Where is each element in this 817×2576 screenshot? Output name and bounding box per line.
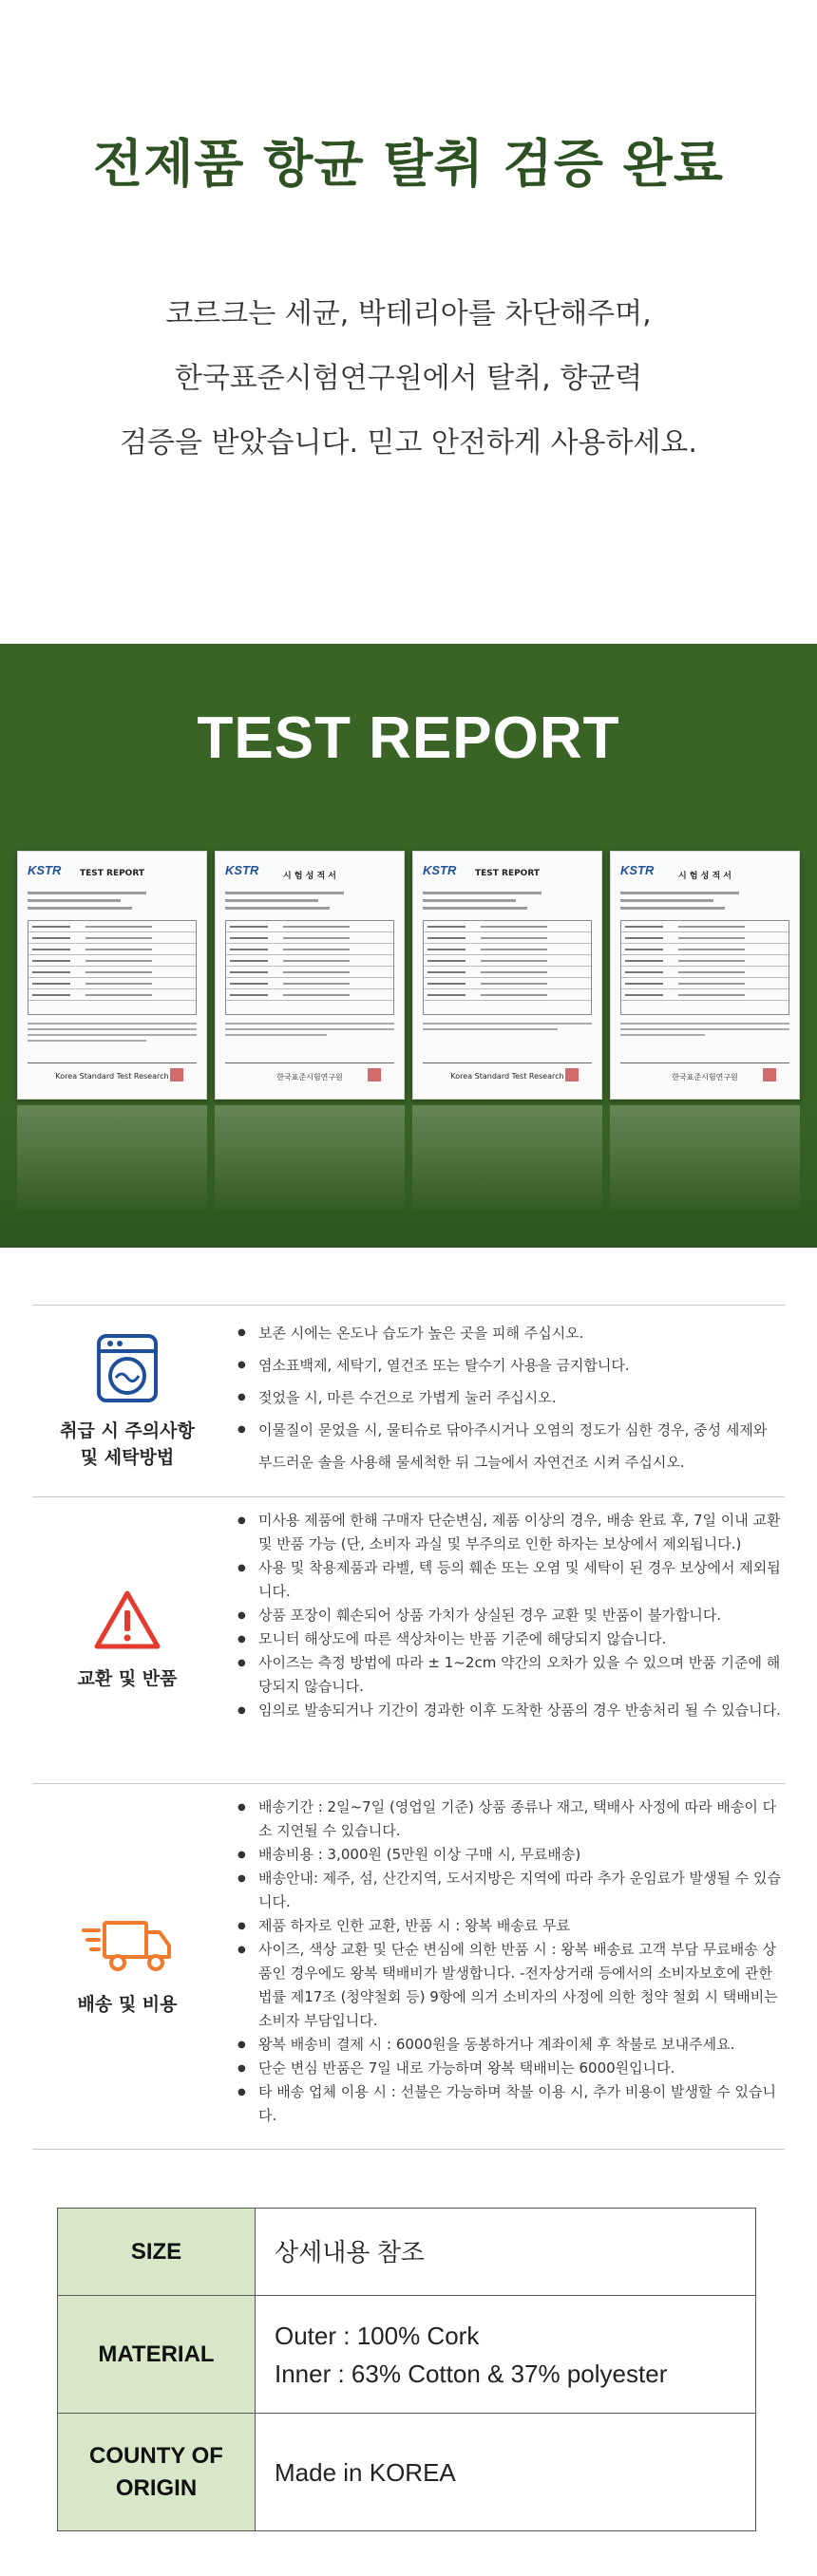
intro-description	[0, 282, 817, 476]
document-notes	[423, 1023, 592, 1034]
spec-label-origin: COUNTY OF ORIGIN	[58, 2414, 256, 2531]
washing-machine-icon	[93, 1332, 162, 1408]
official-seal-icon	[565, 1068, 579, 1081]
list-item: ● 사용 및 착용제품과 라벨, 텍 등의 훼손 또는 오염 및 세탁이 된 경우 보상에서 제외됩니다.	[236, 1556, 785, 1604]
document-reflection	[610, 1105, 800, 1210]
document-heading: 시 험 성 적 서	[282, 872, 336, 881]
official-seal-icon	[368, 1068, 381, 1081]
list-item: ● 왕복 배송비 결제 시 : 6000원을 동봉하거나 계좌이체 후 착불로 보내주세요.	[236, 2033, 785, 2057]
document-notes	[225, 1023, 394, 1040]
exchange-return-label: 교환 및 반품	[77, 1667, 178, 1689]
spec-row-material	[58, 2296, 756, 2414]
document-meta	[423, 892, 592, 914]
list-item: ● 단순 변심 반품은 7일 내로 가능하며 왕복 택배비는 6000원입니다.	[236, 2057, 785, 2080]
spec-value-material	[256, 2296, 756, 2414]
material-outer: Outer : 100% Cork	[275, 2321, 480, 2350]
document-heading: TEST REPORT	[79, 869, 145, 878]
list-item: ● 미사용 제품에 한해 구매자 단순변심, 제품 이상의 경우, 배송 완료 후, 7일 이내 교환 및 반품 가능 (단, 소비자 과실 및 부주의로 인한 하자는 보상에서 제외됩니다.)	[236, 1509, 785, 1556]
document-institute: 한국표준시험연구원	[672, 1073, 738, 1081]
document-reflection	[17, 1105, 207, 1210]
test-report-section	[0, 644, 817, 1248]
document-notes	[620, 1023, 789, 1040]
list-item: ● 염소표백제, 세탁기, 열건조 또는 탈수기 사용을 금지합니다.	[236, 1349, 785, 1382]
document-institute: 한국표준시험연구원	[276, 1073, 343, 1081]
exchange-return-heading	[32, 1497, 222, 1783]
care-instructions-label: 취급 시 주의사항 및 세탁방법	[60, 1420, 195, 1468]
document-result-table	[620, 920, 789, 1015]
document-institute: Korea Standard Test Research	[55, 1072, 169, 1081]
list-item: ● 젖었을 시, 마른 수건으로 가볍게 눌러 주십시오.	[236, 1382, 785, 1414]
official-seal-icon	[763, 1068, 776, 1081]
shipping-cost-label: 배송 및 비용	[77, 1994, 178, 2015]
kstr-logo: KSTR	[28, 863, 62, 877]
list-item: ● 이물질이 묻었을 시, 물티슈로 닦아주시거나 오염의 정도가 심한 경우, 중성 세제와 부드러운 솔을 사용해 물세척한 뒤 그늘에서 자연건조 시켜 주십시오.	[236, 1414, 785, 1478]
test-report-document	[215, 851, 405, 1100]
product-info-table	[32, 1305, 785, 2150]
test-report-document	[17, 851, 207, 1100]
material-inner: Inner : 63% Cotton & 37% polyester	[275, 2359, 668, 2388]
spec-label-size: SIZE	[58, 2209, 256, 2296]
document-heading: 시 험 성 적 서	[677, 872, 732, 881]
document-meta	[225, 892, 394, 914]
spec-label-material: MATERIAL	[58, 2296, 256, 2414]
intro-line: 검증을 받았습니다. 믿고 안전하게 사용하세요.	[120, 426, 697, 460]
document-heading: TEST REPORT	[474, 869, 541, 878]
spec-row-size	[58, 2209, 756, 2296]
delivery-truck-icon	[80, 1915, 175, 1982]
kstr-logo: KSTR	[225, 863, 259, 877]
list-item: ● 타 배송 업체 이용 시 : 선불은 가능하며 착불 이용 시, 추가 비용이 발생할 수 있습니다.	[236, 2080, 785, 2128]
shipping-cost-heading	[32, 1784, 222, 2149]
document-result-table	[423, 920, 592, 1015]
list-item: ● 배송비용 : 3,000원 (5만원 이상 구매 시, 무료배송)	[236, 1843, 785, 1867]
kstr-logo: KSTR	[423, 863, 457, 877]
list-item: ● 사이즈는 측정 방법에 따라 ± 1~2cm 약간의 오차가 있을 수 있으며 반품 기준에 해당되지 않습니다.	[236, 1651, 785, 1699]
kstr-logo: KSTR	[620, 863, 655, 877]
document-result-table	[28, 920, 197, 1015]
intro-title: 전제품 항균 탈취 검증 완료	[92, 134, 724, 194]
shipping-cost-row	[32, 1783, 785, 2150]
official-seal-icon	[170, 1068, 183, 1081]
intro-line: 한국표준시험연구원에서 탈취, 향균력	[174, 362, 643, 395]
document-reflection	[412, 1105, 602, 1210]
list-item: ● 상품 포장이 훼손되어 상품 가치가 상실된 경우 교환 및 반품이 불가합니다.	[236, 1604, 785, 1627]
exchange-return-row	[32, 1496, 785, 1783]
exchange-return-list	[236, 1497, 785, 1734]
spec-value-origin: Made in KOREA	[256, 2414, 756, 2531]
list-item: ● 사이즈, 색상 교환 및 단순 변심에 의한 반품 시 : 왕복 배송료 고객 부담 무료배송 상품인 경우에도 왕복 택배비가 발생합니다. -전자상거래 등에서의 소비자보호에 관한 법률 제17조 (청약철회 등) 9항에 의거 소비자의 사정에 의한 청약 철회 시 택배비는 소비자 부담입니다.	[236, 1938, 785, 2033]
care-instructions-row	[32, 1305, 785, 1496]
test-report-document	[412, 851, 602, 1100]
intro-line: 코르크는 세균, 박테리아를 차단해주며,	[165, 297, 652, 330]
document-institute: Korea Standard Test Research	[450, 1072, 564, 1081]
list-item: ● 임의로 발송되거나 기간이 경과한 이후 도착한 상품의 경우 반송처리 될 수 있습니다.	[236, 1699, 785, 1722]
document-reflection	[215, 1105, 405, 1210]
document-meta	[620, 892, 789, 914]
test-report-document	[610, 851, 800, 1100]
test-report-title: TEST REPORT	[197, 705, 620, 771]
list-item: ● 배송기간 : 2일~7일 (영업일 기준) 상품 종류나 재고, 택배사 사정에 따라 배송이 다소 지연될 수 있습니다.	[236, 1796, 785, 1843]
care-instructions-heading	[32, 1306, 222, 1496]
list-item: ● 배송안내: 제주, 섬, 산간지역, 도서지방은 지역에 따라 추가 운임료가 발생될 수 있습니다.	[236, 1867, 785, 1914]
care-instructions-list	[236, 1306, 785, 1490]
shipping-cost-list	[236, 1784, 785, 2139]
warning-icon	[93, 1589, 162, 1656]
document-meta	[28, 892, 197, 914]
list-item: ● 제품 하자로 인한 교환, 반품 시 : 왕복 배송료 무료	[236, 1914, 785, 1938]
test-report-documents	[17, 851, 800, 1107]
document-result-table	[225, 920, 394, 1015]
spec-value-size: 상세내용 참조	[256, 2209, 756, 2296]
list-item: ● 보존 시에는 온도나 습도가 높은 곳을 피해 주십시오.	[236, 1317, 785, 1349]
antibacterial-intro-section	[0, 0, 817, 644]
product-spec-table	[57, 2208, 756, 2531]
list-item: ● 모니터 해상도에 따른 색상차이는 반품 기준에 해당되지 않습니다.	[236, 1627, 785, 1651]
spec-row-origin	[58, 2414, 756, 2531]
document-notes	[28, 1023, 197, 1045]
